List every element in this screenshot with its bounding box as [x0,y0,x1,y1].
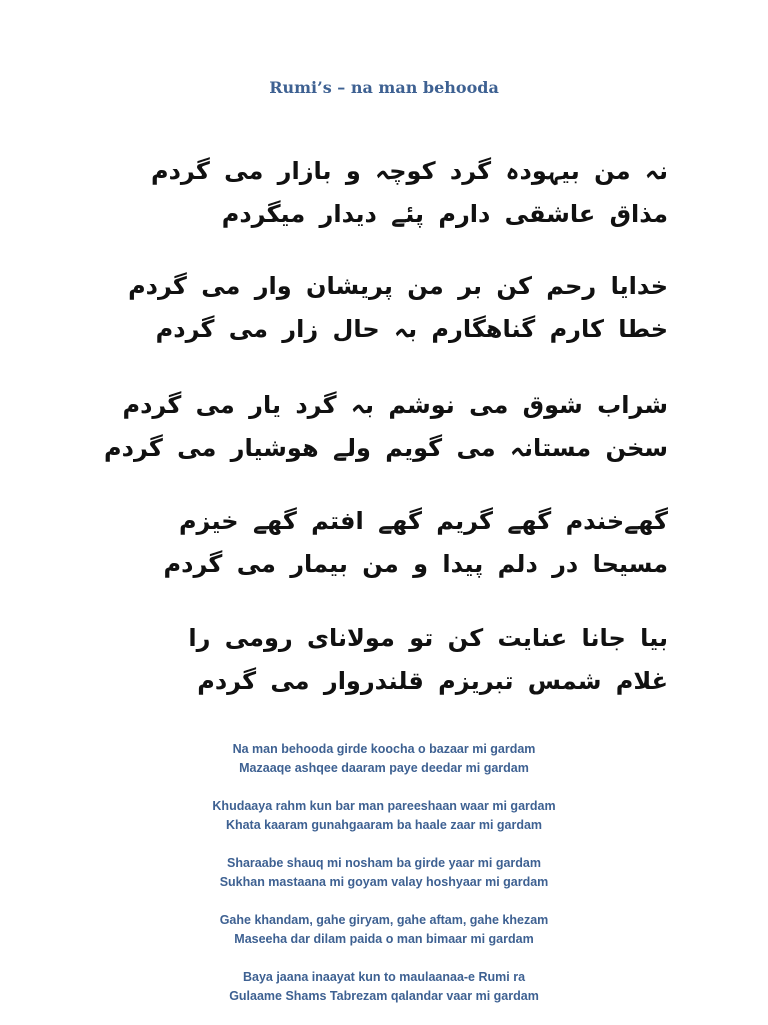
roman-stanza-4 [0,911,768,949]
page-title: Rumi’s – na man behooda [269,78,499,97]
urdu-stanza-4 [100,500,668,586]
urdu-line: مسیحا در دلم پیدا و من بیمار می گردم [163,550,668,578]
urdu-line: شراب شوق می نوشم بہ گرد یار می گردم [122,391,668,419]
roman-line: Khudaaya rahm kun bar man pareeshaan waar mi gardam [212,799,556,813]
roman-line: Na man behooda girde koocha o bazaar mi gardam [232,742,536,756]
urdu-line: سخن مستانہ می گویم ولے ھوشیار می گردم [104,434,668,462]
urdu-line: خدایا رحم کن بر من پریشان وار می گردم [128,272,668,300]
roman-line: Gahe khandam, gahe giryam, gahe aftam, gahe khezam [219,913,549,927]
urdu-line: بیا جانا عنایت کن تو مولانای رومی را [188,624,668,652]
urdu-stanza-5 [100,617,668,703]
urdu-stanza-3 [100,384,668,470]
urdu-stanza-2 [100,265,668,351]
urdu-line: مذاق عاشقی دارم پئے دیدار میگردم [221,200,668,228]
urdu-line: غلام شمس تبریزم قلندروار می گردم [197,667,668,695]
roman-stanza-2 [0,797,768,835]
roman-line: Sukhan mastaana mi goyam valay hoshyaar mi gardam [219,875,549,889]
roman-line: Sharaabe shauq mi nosham ba girde yaar mi gardam [227,856,541,870]
roman-stanza-5 [0,968,768,1006]
roman-line: Khata kaaram gunahgaaram ba haale zaar mi gardam [225,818,543,832]
roman-stanza-1 [0,740,768,778]
roman-line: Gulaame Shams Tabrezam qalandar vaar mi gardam [229,989,539,1003]
urdu-line: گھےخندم گھے گریم گھے افتم گھے خیزم [178,507,668,535]
roman-stanza-3 [0,854,768,892]
roman-line: Baya jaana inaayat kun to maulaanaa-e Rumi ra [242,970,526,984]
roman-transliteration [0,740,768,1025]
roman-line: Mazaaqe ashqee daaram paye deedar mi gardam [239,761,529,775]
urdu-line: نہ من بیہودہ گرد کوچہ و بازار می گردم [151,157,668,185]
roman-line: Maseeha dar dilam paida o man bimaar mi gardam [234,932,534,946]
urdu-stanza-1 [100,150,668,236]
urdu-line: خطا کارم گناھگارم بہ حال زار می گردم [155,315,668,343]
